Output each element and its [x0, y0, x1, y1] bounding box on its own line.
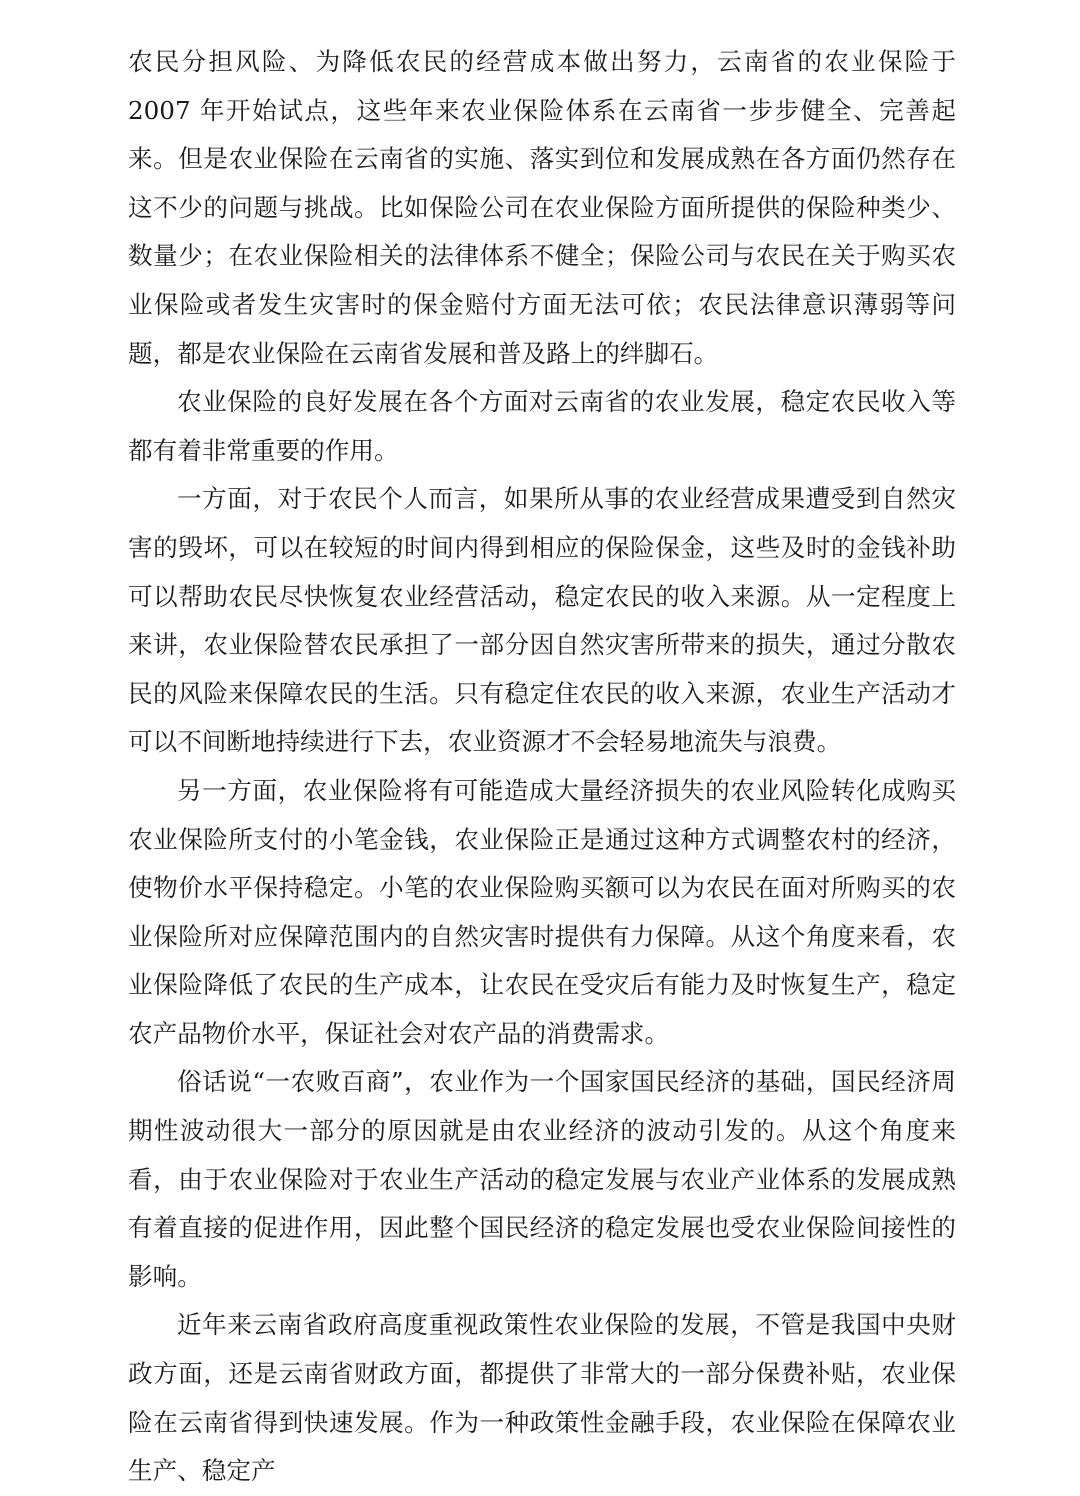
paragraph-5: 俗话说“一农败百商”，农业作为一个国家国民经济的基础，国民经济周期性波动很大一部分的原因就是由农业经济的波动引发的。从这个角度来看，由于农业保险对于农业生产活动的稳定发展与农业产业体系的发展成熟有着直接的促进作用，因此整个国民经济的稳定发展也受农业保险间接性的影响。 — [128, 1067, 956, 1291]
document-page — [128, 38, 956, 1496]
paragraph-1: 农民分担风险、为降低农民的经营成本做出努力，云南省的农业保险于 2007 年开始试点，这些年来农业保险体系在云南省一步步健全、完善起来。但是农业保险在云南省的实施、落实到位和发展成熟在各方面仍然存在这不少的问题与挑战。比如保险公司在农业保险方面所提供的保险种类少、数量少；在农业保险相关的法律体系不健全；保险公司与农民在关于购买农业保险或者发生灾害时的保金赔付方面无法可依；农民法律意识薄弱等问题，都是农业保险在云南省发展和普及路上的绊脚石。 — [128, 47, 956, 368]
paragraph-2: 农业保险的良好发展在各个方面对云南省的农业发展，稳定农民收入等都有着非常重要的作用。 — [128, 387, 956, 465]
paragraph-6: 近年来云南省政府高度重视政策性农业保险的发展，不管是我国中央财政方面，还是云南省财政方面，都提供了非常大的一部分保费补贴，农业保险在云南省得到快速发展。作为一种政策性金融手段，农业保险在保障农业生产、稳定产 — [128, 1310, 956, 1486]
paragraph-4: 另一方面，农业保险将有可能造成大量经济损失的农业风险转化成购买农业保险所支付的小笔金钱，农业保险正是通过这种方式调整农村的经济，使物价水平保持稳定。小笔的农业保险购买额可以为农民在面对所购买的农业保险所对应保障范围内的自然灾害时提供有力保障。从这个角度来看，农业保险降低了农民的生产成本，让农民在受灾后有能力及时恢复生产，稳定农产品物价水平，保证社会对农产品的消费需求。 — [128, 775, 956, 1048]
paragraph-3: 一方面，对于农民个人而言，如果所从事的农业经营成果遭受到自然灾害的毁坏，可以在较短的时间内得到相应的保险保金，这些及时的金钱补助可以帮助农民尽快恢复农业经营活动，稳定农民的收入来源。从一定程度上来讲，农业保险替农民承担了一部分因自然灾害所带来的损失，通过分散农民的风险来保障农民的生活。只有稳定住农民的收入来源，农业生产活动才可以不间断地持续进行下去，农业资源才不会轻易地流失与浪费。 — [128, 484, 956, 757]
